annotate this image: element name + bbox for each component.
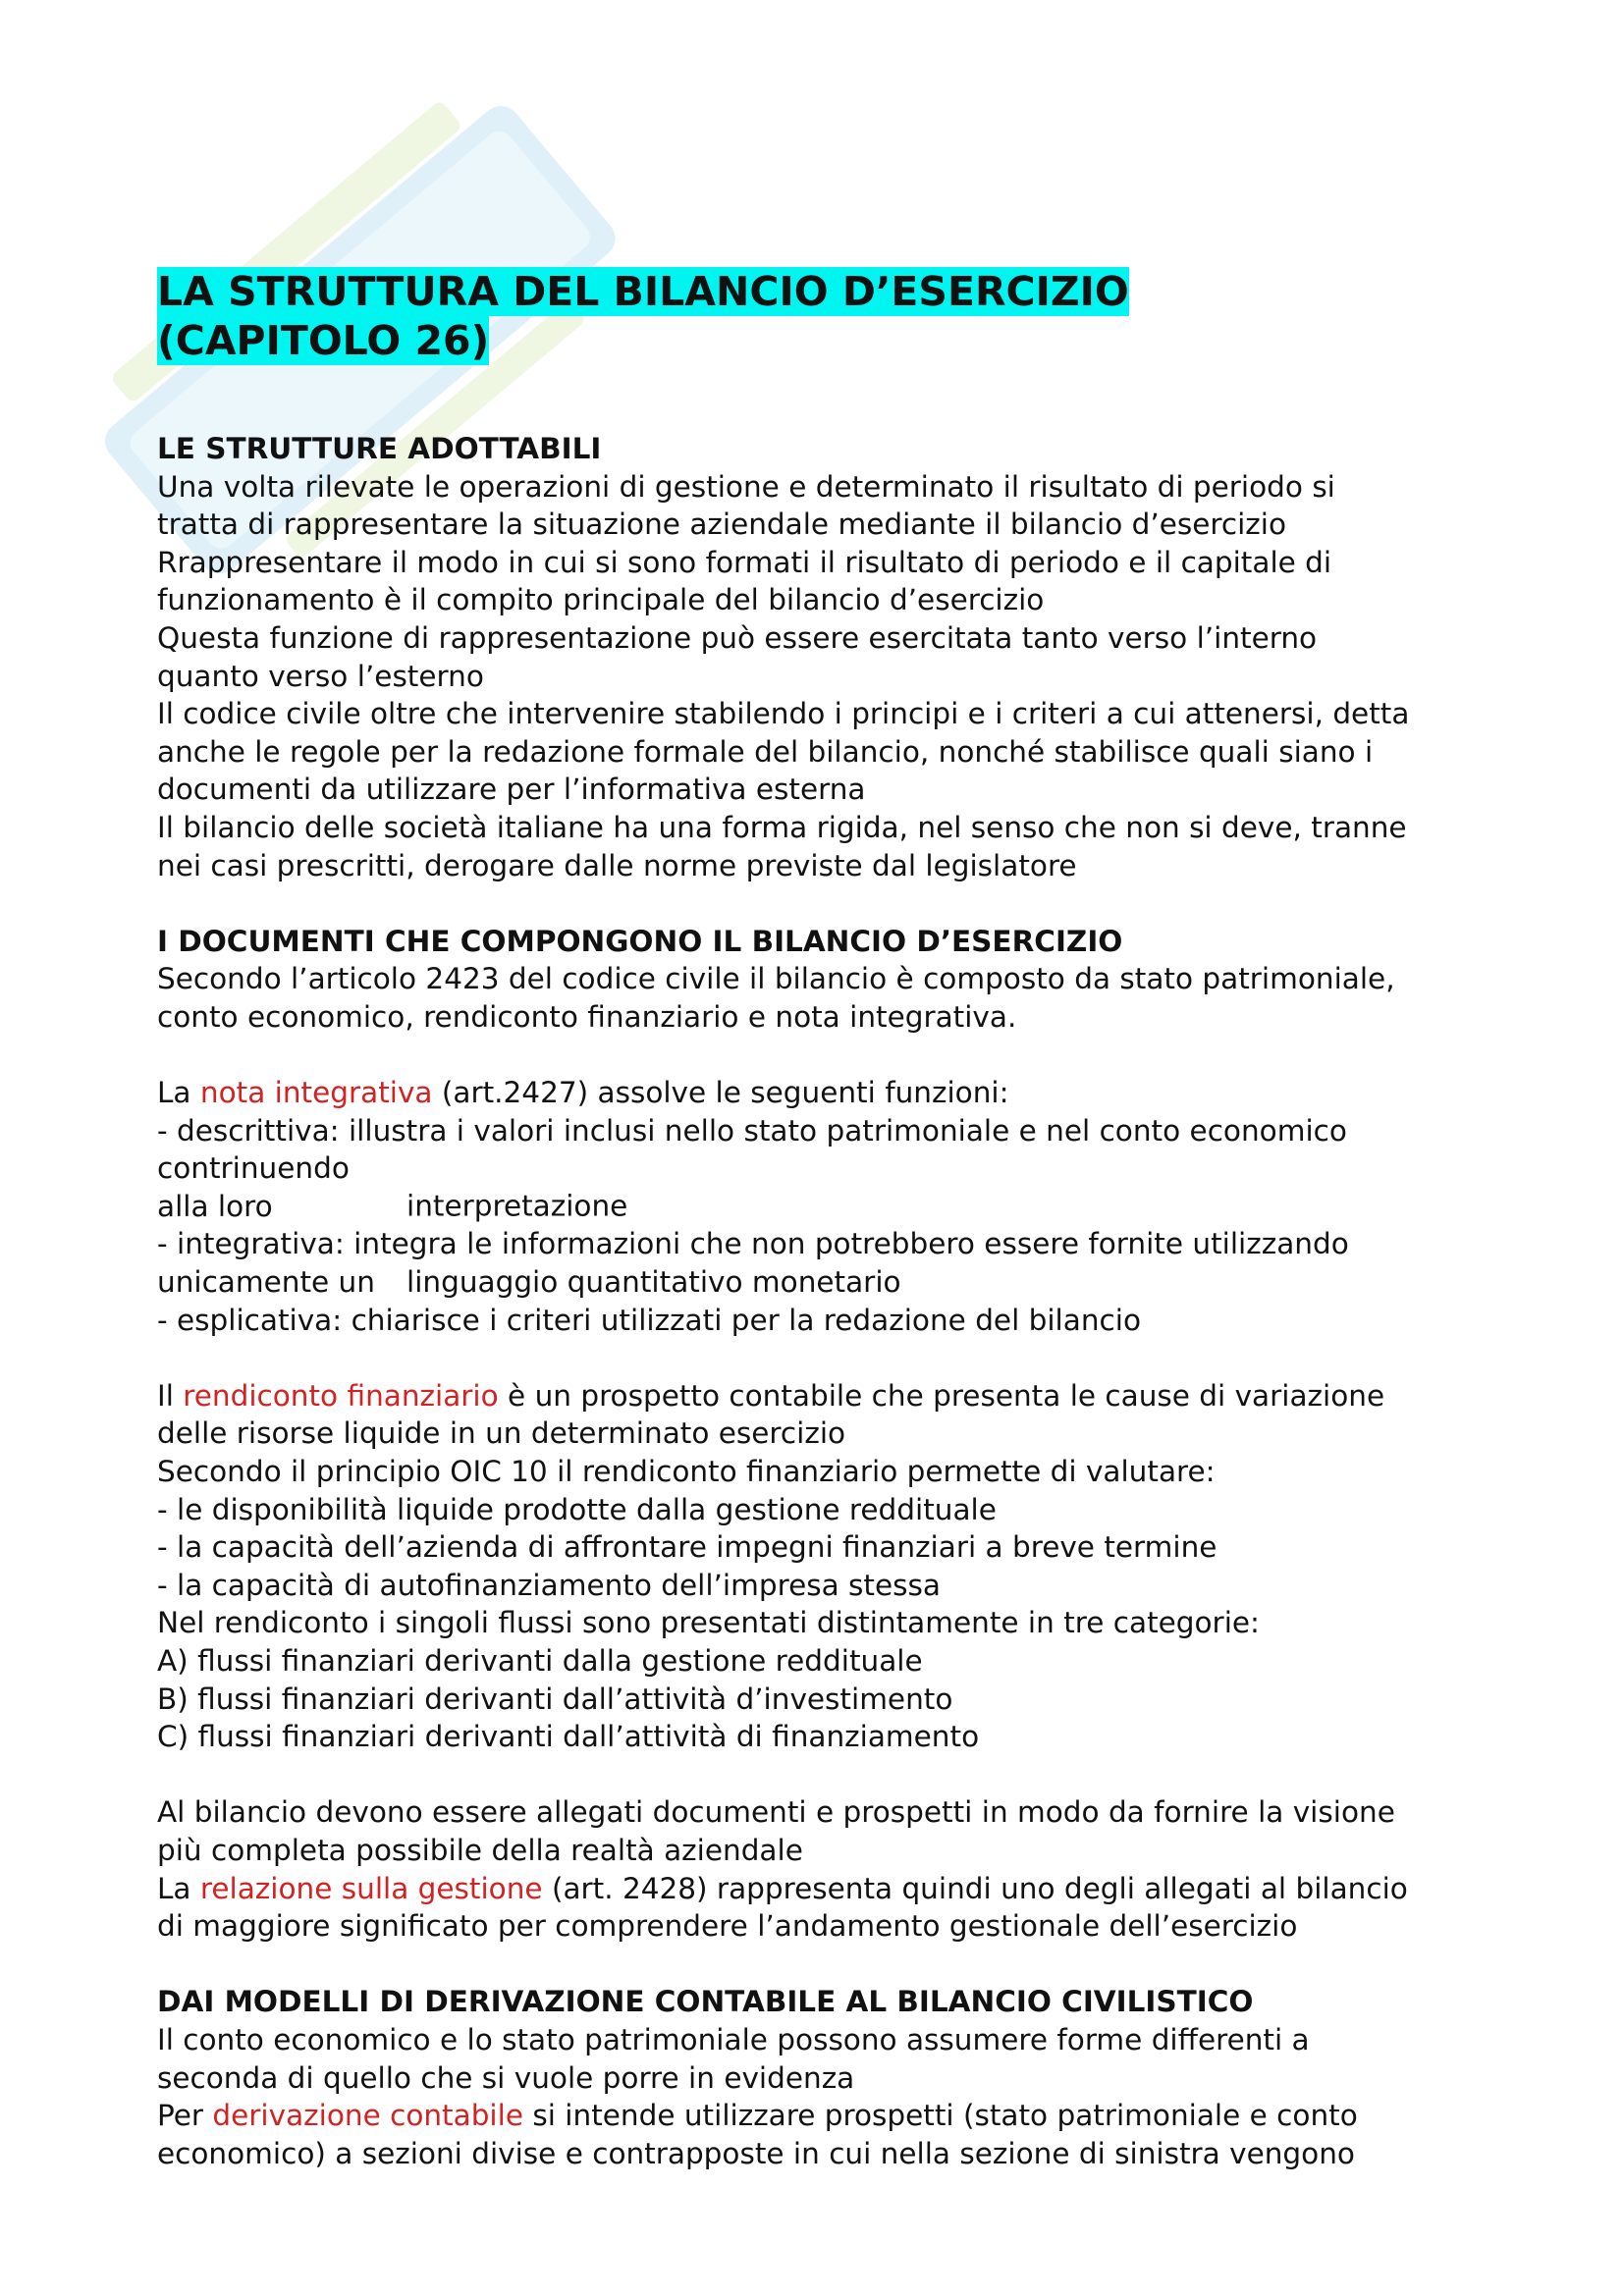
paragraph-line: funzionamento è il compito principale del bilancio d’esercizio [157,583,1045,617]
paragraph-line: Secondo il principio OIC 10 il rendiconto finanziario permette di valutare: [157,1455,1216,1489]
list-item: - esplicativa: chiarisce i criteri utilizzati per la redazione del bilancio [157,1303,1141,1337]
list-item: C) flussi finanziari derivanti dall’attività di finanziamento [157,1720,980,1754]
term-nota-integrativa: nota integrativa [199,1076,433,1110]
document-page [157,267,1492,2172]
term-rendiconto-finanziario: rendiconto finanziario [183,1378,499,1413]
paragraph-line: di maggiore significato per comprendere l’andamento gestionale dell’esercizio [157,1909,1298,1944]
paragraph-line: Una volta rilevate le operazioni di gestione e determinato il risultato di periodo si [157,469,1335,504]
paragraph-line: Nel rendiconto i singoli flussi sono presentati distintamente in tre categorie: [157,1606,1260,1640]
paragraph-line: quanto verso l’esterno [157,659,484,693]
paragraph-line: Al bilancio devono essere allegati documenti e prospetti in modo da fornire la visione [157,1795,1395,1830]
term-derivazione-contabile: derivazione contabile [212,2099,523,2133]
relazione-intro: La relazione sulla gestione (art. 2428) rappresenta quindi uno degli allegati al bilancio [157,1871,1408,1905]
paragraph-line: anche le regole per la redazione formale del bilancio, nonché stabilisce quali siano i [157,734,1374,769]
paragraph-line: Secondo l’articolo 2423 del codice civile il bilancio è composto da stato patrimoniale, [157,962,1395,996]
paragraph-line: documenti da utilizzare per l’informativa esterna [157,773,866,807]
section-modelli-derivazione [157,1983,1492,2172]
paragraph-line: seconda di quello che si vuole porre in evidenza [157,2060,855,2095]
list-item: - descrittiva: illustra i valori inclusi nello stato patrimoniale e nel conto economico [157,1113,1347,1148]
paragraph-line: conto economico, rendiconto finanziario e nota integrativa. [157,999,1017,1034]
derivazione-intro: Per derivazione contabile si intende utilizzare prospetti (stato patrimoniale e conto [157,2099,1358,2133]
paragraph-line: Il codice civile oltre che intervenire stabilendo i principi e i criteri a cui attenersi, detta [157,697,1410,731]
document-title [157,267,1492,365]
section-heading: DAI MODELLI DI DERIVAZIONE CONTABILE AL BILANCIO CIVILISTICO [157,1985,1254,2019]
list-item: - integrativa: integra le informazioni che non potrebbero essere fornite utilizzando [157,1227,1349,1261]
section-strutture-adottabili [157,430,1492,884]
list-item-continuation: contrinuendo alla loro interpretazione [157,1151,628,1223]
list-item: A) flussi finanziari derivanti dalla gestione reddituale [157,1644,923,1678]
nota-integrativa-intro: La nota integrativa (art.2427) assolve le seguenti funzioni: [157,1076,1009,1110]
list-item-continuation: unicamente un linguaggio quantitativo monetario [157,1265,901,1300]
paragraph-line: economico) a sezioni divise e contrapposte in cui nella sezione di sinistra vengono [157,2136,1355,2170]
list-item: B) flussi finanziari derivanti dall’attività d’investimento [157,1682,953,1716]
section-documenti-bilancio [157,923,1492,1946]
rendiconto-intro: Il rendiconto finanziario è un prospetto contabile che presenta le cause di variazione [157,1378,1385,1413]
paragraph-line: Il bilancio delle società italiane ha una forma rigida, nel senso che non si deve, tranne [157,810,1407,844]
paragraph-line: delle risorse liquide in un determinato esercizio [157,1416,846,1451]
list-item: - la capacità dell’azienda di affrontare impegni finanziari a breve termine [157,1530,1217,1565]
paragraph-line: Questa funzione di rappresentazione può essere esercitata tanto verso l’interno [157,620,1318,655]
title-line-1: LA STRUTTURA DEL BILANCIO D’ESERCIZIO [157,268,1129,315]
paragraph-line: Il conto economico e lo stato patrimoniale possono assumere forme differenti a [157,2022,1310,2056]
paragraph-line: nei casi prescritti, derogare dalle norme previste dal legislatore [157,848,1077,882]
list-item: - la capacità di autofinanziamento dell’impresa stessa [157,1568,941,1602]
section-heading: I DOCUMENTI CHE COMPONGONO IL BILANCIO D’ESERCIZIO [157,924,1123,958]
title-line-2: (CAPITOLO 26) [157,317,490,364]
section-heading: LE STRUTTURE ADOTTABILI [157,432,602,465]
paragraph-line: tratta di rappresentare la situazione aziendale mediante il bilancio d’esercizio [157,507,1287,542]
term-relazione-gestione: relazione sulla gestione [199,1871,543,1905]
list-item: - le disponibilità liquide prodotte dalla gestione reddituale [157,1492,997,1526]
paragraph-line: più completa possibile della realtà aziendale [157,1833,803,1867]
paragraph-line: Rrappresentare il modo in cui si sono formati il risultato di periodo e il capitale di [157,545,1332,579]
